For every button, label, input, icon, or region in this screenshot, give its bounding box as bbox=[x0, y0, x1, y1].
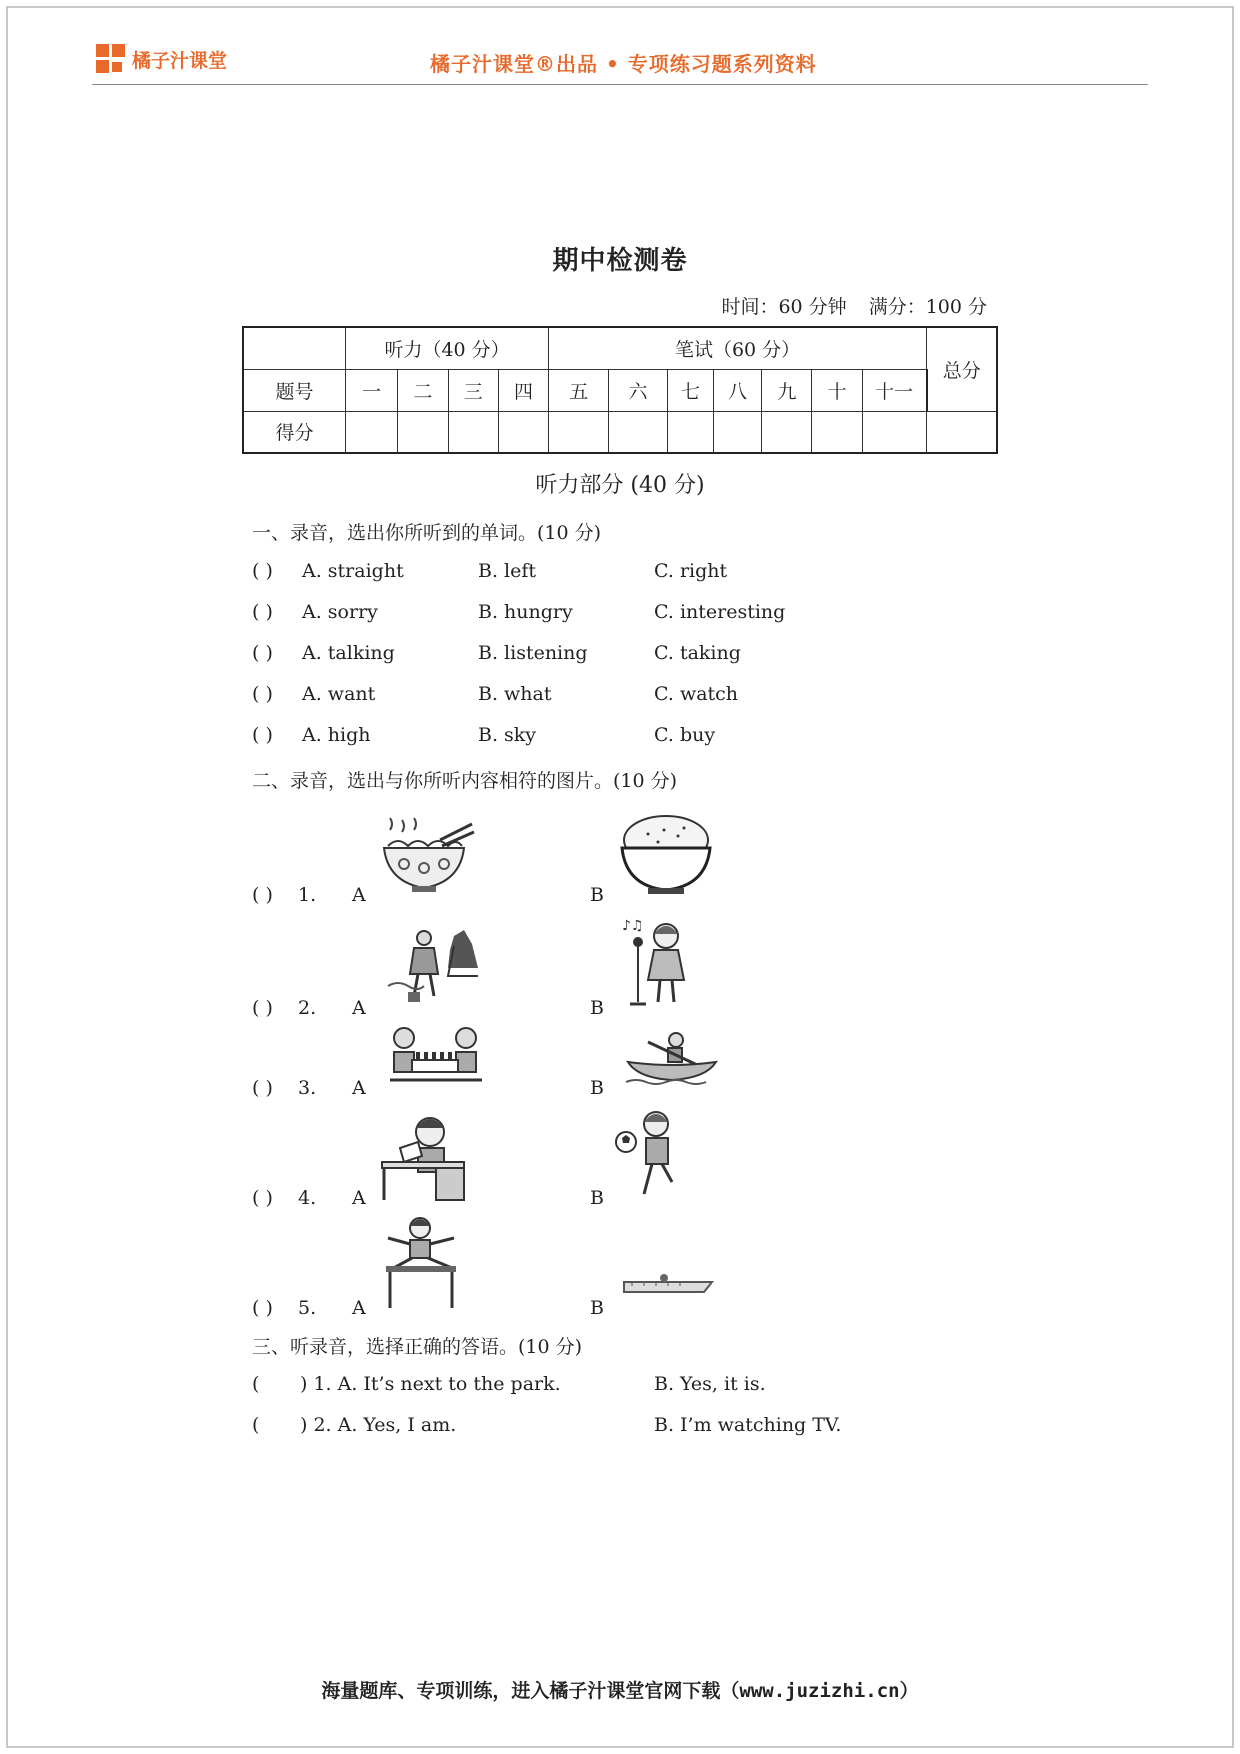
row-label-number: 题号 bbox=[243, 369, 346, 411]
option-a: A. want bbox=[302, 683, 376, 705]
q3-row bbox=[252, 1373, 1012, 1401]
score-cell[interactable] bbox=[398, 411, 448, 453]
score-cell[interactable] bbox=[762, 411, 812, 453]
question-number: 一 bbox=[346, 369, 398, 411]
answer-blank[interactable]: ( ) bbox=[252, 884, 273, 906]
item-number: 3. bbox=[298, 1077, 317, 1099]
option-a-label: A bbox=[352, 1077, 366, 1099]
option-a: A. high bbox=[302, 724, 371, 746]
q2-heading: 二、录音，选出与你所听内容相符的图片。(10 分) bbox=[252, 770, 678, 792]
girl-singing-icon bbox=[620, 916, 696, 1012]
option-b-label: B bbox=[590, 1077, 604, 1099]
q1-row bbox=[252, 683, 1012, 711]
section-title: 听力部分 (40 分) bbox=[535, 473, 705, 498]
question-number: 八 bbox=[713, 369, 761, 411]
option-b: B. what bbox=[478, 683, 552, 705]
hurdle-jump-icon bbox=[382, 1216, 462, 1314]
score-total-header: 总分 bbox=[927, 327, 997, 411]
score-table bbox=[242, 326, 998, 454]
question-number: 四 bbox=[498, 369, 548, 411]
option-a-label: A bbox=[352, 884, 366, 906]
score-cell[interactable] bbox=[498, 411, 548, 453]
question-number: 六 bbox=[609, 369, 667, 411]
answer-blank[interactable]: ( bbox=[252, 1414, 260, 1436]
question-number: 五 bbox=[549, 369, 609, 411]
item-number: 2. bbox=[298, 997, 317, 1019]
option-b: B. hungry bbox=[478, 601, 573, 623]
option-b-label: B bbox=[590, 997, 604, 1019]
option-b: B. sky bbox=[478, 724, 537, 746]
option-a: A. sorry bbox=[302, 601, 378, 623]
answer-blank[interactable]: ( ) bbox=[252, 1077, 273, 1099]
option-c: C. taking bbox=[654, 642, 741, 664]
option-c: C. watch bbox=[654, 683, 739, 705]
score-total-cell[interactable] bbox=[927, 411, 997, 453]
exam-time: 时间：60 分钟 bbox=[721, 296, 847, 318]
noodles-icon bbox=[380, 810, 476, 900]
q3-heading: 三、听录音，选择正确的答语。(10 分) bbox=[252, 1336, 583, 1358]
score-cell[interactable] bbox=[812, 411, 862, 453]
exam-title: 期中检测卷 bbox=[552, 246, 688, 276]
answer-blank[interactable]: ( ) bbox=[252, 683, 273, 705]
question-number: 七 bbox=[667, 369, 713, 411]
answer-blank[interactable]: ( ) bbox=[252, 560, 273, 582]
boy-reading-icon bbox=[378, 1114, 470, 1206]
q1-row bbox=[252, 642, 1012, 670]
score-cell[interactable] bbox=[609, 411, 667, 453]
header-divider bbox=[92, 84, 1148, 85]
option-b: B. Yes, it is. bbox=[654, 1373, 766, 1395]
score-group-listening: 听力（40 分） bbox=[346, 327, 549, 369]
row-label-score: 得分 bbox=[243, 411, 346, 453]
option-a: ) 1. A. It’s next to the park. bbox=[300, 1373, 561, 1395]
answer-blank[interactable]: ( ) bbox=[252, 997, 273, 1019]
logo-text: 橘子汁课堂 bbox=[132, 49, 228, 72]
option-c: C. buy bbox=[654, 724, 716, 746]
logo-mark-icon bbox=[96, 44, 126, 74]
item-number: 4. bbox=[298, 1187, 317, 1209]
header-title: 橘子汁课堂®出品 • 专项练习题系列资料 bbox=[430, 52, 817, 76]
item-number: 1. bbox=[298, 884, 317, 906]
answer-blank[interactable]: ( ) bbox=[252, 1187, 273, 1209]
playing-chess-icon bbox=[388, 1024, 484, 1090]
kite-flying-icon bbox=[384, 926, 480, 1012]
question-number: 十一 bbox=[862, 369, 926, 411]
option-a-label: A bbox=[352, 1187, 366, 1209]
q1-row bbox=[252, 724, 1012, 752]
exam-meta bbox=[721, 292, 987, 319]
score-cell[interactable] bbox=[549, 411, 609, 453]
answer-blank[interactable]: ( ) bbox=[252, 601, 273, 623]
answer-blank[interactable]: ( ) bbox=[252, 642, 273, 664]
option-c: C. interesting bbox=[654, 601, 786, 623]
score-group-writing: 笔试（60 分） bbox=[549, 327, 927, 369]
answer-blank[interactable]: ( bbox=[252, 1373, 260, 1395]
rice-bowl-icon bbox=[618, 810, 714, 900]
option-b: B. I’m watching TV. bbox=[654, 1414, 842, 1436]
question-number: 二 bbox=[398, 369, 448, 411]
question-number: 十 bbox=[812, 369, 862, 411]
svg-text:♪♫: ♪♫ bbox=[622, 918, 644, 934]
option-b-label: B bbox=[590, 1187, 604, 1209]
score-cell[interactable] bbox=[448, 411, 498, 453]
answer-blank[interactable]: ( ) bbox=[252, 724, 273, 746]
option-a-label: A bbox=[352, 1297, 366, 1319]
ruler-icon bbox=[622, 1272, 716, 1302]
exam-full-score: 满分：100 分 bbox=[868, 296, 987, 318]
logo bbox=[96, 44, 227, 74]
q1-row bbox=[252, 601, 1012, 629]
q3-row bbox=[252, 1414, 1012, 1442]
score-cell[interactable] bbox=[346, 411, 398, 453]
item-number: 5. bbox=[298, 1297, 317, 1319]
option-b: B. listening bbox=[478, 642, 588, 664]
rowing-boat-icon bbox=[624, 1030, 720, 1092]
question-number: 三 bbox=[448, 369, 498, 411]
option-b: B. left bbox=[478, 560, 537, 582]
question-number: 九 bbox=[762, 369, 812, 411]
option-a: A. talking bbox=[302, 642, 395, 664]
playing-football-icon bbox=[614, 1108, 684, 1206]
score-table-corner bbox=[243, 327, 346, 369]
score-cell[interactable] bbox=[862, 411, 926, 453]
option-b-label: B bbox=[590, 884, 604, 906]
score-cell[interactable] bbox=[667, 411, 713, 453]
option-a: ) 2. A. Yes, I am. bbox=[300, 1414, 457, 1436]
footer-text: 海量题库、专项训练，进入橘子汁课堂官网下载（www.juzizhi.cn） bbox=[321, 1680, 919, 1702]
score-cell[interactable] bbox=[713, 411, 761, 453]
option-a-label: A bbox=[352, 997, 366, 1019]
q1-row bbox=[252, 560, 1012, 588]
option-b-label: B bbox=[590, 1297, 604, 1319]
q1-heading: 一、录音，选出你所听到的单词。(10 分) bbox=[252, 522, 602, 544]
option-c: C. right bbox=[654, 560, 728, 582]
option-a: A. straight bbox=[302, 560, 404, 582]
answer-blank[interactable]: ( ) bbox=[252, 1297, 273, 1319]
